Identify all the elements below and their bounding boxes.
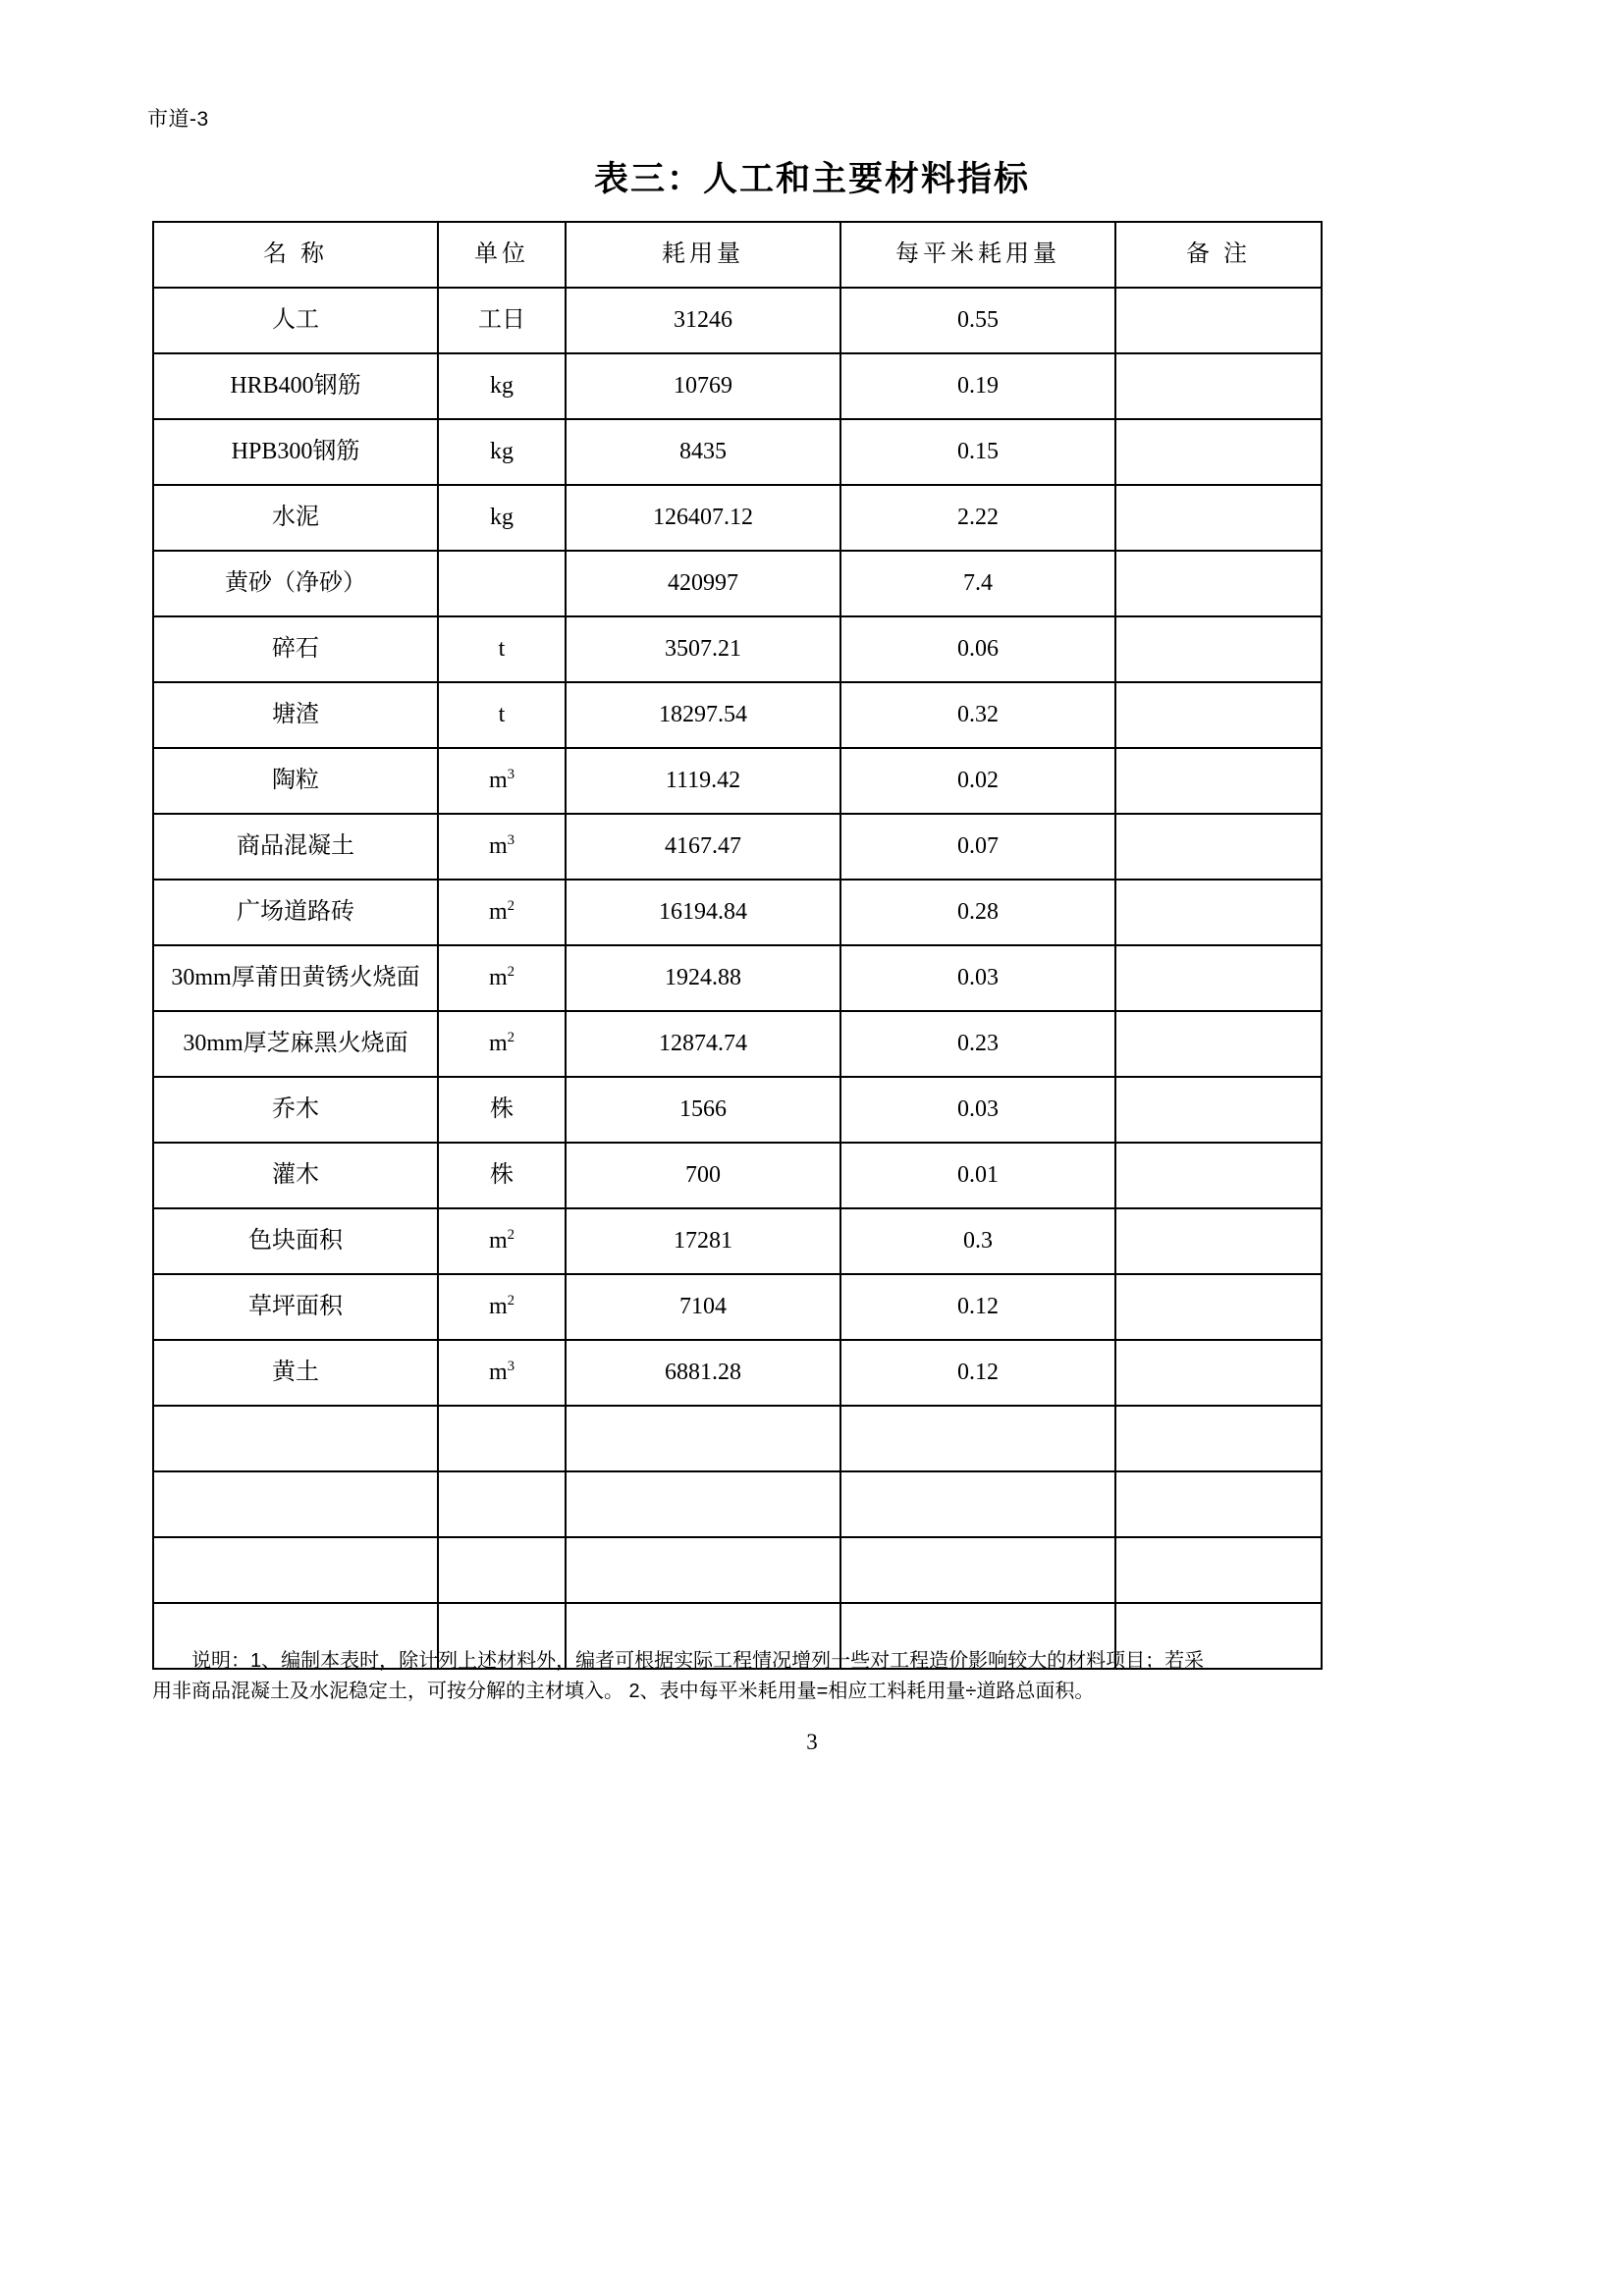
cell-remark <box>1115 945 1322 1011</box>
cell-remark <box>1115 1208 1322 1274</box>
table-row <box>153 1077 1322 1143</box>
cell-per-sqm: 7.4 <box>840 551 1115 616</box>
table-row <box>153 485 1322 551</box>
cell-per-sqm: 0.06 <box>840 616 1115 682</box>
table-row <box>153 1471 1322 1537</box>
cell-remark <box>1115 551 1322 616</box>
cell-name: 30mm厚芝麻黑火烧面 <box>153 1011 438 1077</box>
cell-per-sqm: 0.03 <box>840 1077 1115 1143</box>
table-row <box>153 748 1322 814</box>
cell-remark <box>1115 1011 1322 1077</box>
cell-remark <box>1115 353 1322 419</box>
cell-unit: $m^2$ <box>438 880 566 945</box>
page-number: 3 <box>806 1730 818 1754</box>
cell-per-sqm: 0.28 <box>840 880 1115 945</box>
table-row <box>153 551 1322 616</box>
cell-per-sqm: 0.3 <box>840 1208 1115 1274</box>
cell-amount: 18297.54 <box>566 682 840 748</box>
cell-unit <box>438 1471 566 1537</box>
cell-unit: $m^3$ <box>438 748 566 814</box>
cell-remark <box>1115 1537 1322 1603</box>
cell-amount: 1119.42 <box>566 748 840 814</box>
cell-amount: 6881.28 <box>566 1340 840 1406</box>
table-header-row <box>153 222 1322 288</box>
cell-per-sqm <box>840 1406 1115 1471</box>
column-header-unit: 单位 <box>438 222 566 288</box>
cell-amount <box>566 1471 840 1537</box>
cell-per-sqm: 0.01 <box>840 1143 1115 1208</box>
cell-unit: t <box>438 616 566 682</box>
cell-name: 灌木 <box>153 1143 438 1208</box>
cell-unit: 株 <box>438 1143 566 1208</box>
cell-per-sqm <box>840 1537 1115 1603</box>
cell-per-sqm: 2.22 <box>840 485 1115 551</box>
materials-table <box>152 221 1323 1670</box>
cell-amount: 16194.84 <box>566 880 840 945</box>
cell-remark <box>1115 748 1322 814</box>
cell-amount: 1566 <box>566 1077 840 1143</box>
table-row <box>153 1143 1322 1208</box>
cell-name: 商品混凝土 <box>153 814 438 880</box>
table-row <box>153 682 1322 748</box>
cell-amount: 12874.74 <box>566 1011 840 1077</box>
cell-name: 人工 <box>153 288 438 353</box>
cell-per-sqm: 0.12 <box>840 1274 1115 1340</box>
cell-per-sqm: 0.03 <box>840 945 1115 1011</box>
cell-unit: $m^3$ <box>438 1340 566 1406</box>
document-tag: 市道-3 <box>147 108 209 131</box>
cell-name: 塘渣 <box>153 682 438 748</box>
table-row <box>153 1537 1322 1603</box>
cell-unit: $m^2$ <box>438 1274 566 1340</box>
table-body <box>153 288 1322 1669</box>
cell-remark <box>1115 682 1322 748</box>
table-row <box>153 1274 1322 1340</box>
cell-unit: $m^2$ <box>438 1011 566 1077</box>
cell-remark <box>1115 1471 1322 1537</box>
cell-name: 碎石 <box>153 616 438 682</box>
cell-amount: 126407.12 <box>566 485 840 551</box>
cell-name: 水泥 <box>153 485 438 551</box>
cell-unit: $m^2$ <box>438 1208 566 1274</box>
cell-unit <box>438 1537 566 1603</box>
cell-remark <box>1115 1274 1322 1340</box>
table-row <box>153 1340 1322 1406</box>
cell-per-sqm: 0.02 <box>840 748 1115 814</box>
table-row <box>153 288 1322 353</box>
table-row <box>153 616 1322 682</box>
cell-name: 色块面积 <box>153 1208 438 1274</box>
cell-remark <box>1115 814 1322 880</box>
cell-amount: 1924.88 <box>566 945 840 1011</box>
column-header-remark: 备 注 <box>1115 222 1322 288</box>
cell-name: 草坪面积 <box>153 1274 438 1340</box>
cell-amount: 4167.47 <box>566 814 840 880</box>
cell-amount: 700 <box>566 1143 840 1208</box>
cell-amount: 3507.21 <box>566 616 840 682</box>
table-note <box>152 1646 1321 1707</box>
column-header-amount: 耗用量 <box>566 222 840 288</box>
cell-name: 陶粒 <box>153 748 438 814</box>
page-title: 表三：人工和主要材料指标 <box>593 160 1030 198</box>
cell-remark <box>1115 288 1322 353</box>
cell-amount: 420997 <box>566 551 840 616</box>
cell-unit: kg <box>438 353 566 419</box>
table-row <box>153 1208 1322 1274</box>
table-row <box>153 880 1322 945</box>
cell-per-sqm: 0.32 <box>840 682 1115 748</box>
cell-per-sqm: 0.19 <box>840 353 1115 419</box>
cell-remark <box>1115 880 1322 945</box>
cell-per-sqm: 0.07 <box>840 814 1115 880</box>
cell-unit: $m^3$ <box>438 814 566 880</box>
table-row <box>153 814 1322 880</box>
cell-amount: 31246 <box>566 288 840 353</box>
cell-unit: $m^2$ <box>438 945 566 1011</box>
cell-unit: 工日 <box>438 288 566 353</box>
cell-unit <box>438 551 566 616</box>
cell-unit <box>438 1406 566 1471</box>
cell-name: HRB400钢筋 <box>153 353 438 419</box>
cell-name: HPB300钢筋 <box>153 419 438 485</box>
cell-remark <box>1115 616 1322 682</box>
cell-remark <box>1115 1406 1322 1471</box>
cell-name: 黄土 <box>153 1340 438 1406</box>
cell-remark <box>1115 1143 1322 1208</box>
column-header-name: 名 称 <box>153 222 438 288</box>
cell-unit: 株 <box>438 1077 566 1143</box>
cell-name: 黄砂（净砂） <box>153 551 438 616</box>
cell-unit: kg <box>438 419 566 485</box>
cell-remark <box>1115 1340 1322 1406</box>
cell-per-sqm: 0.55 <box>840 288 1115 353</box>
cell-name: 广场道路砖 <box>153 880 438 945</box>
cell-amount: 7104 <box>566 1274 840 1340</box>
table-header <box>153 222 1322 288</box>
cell-name <box>153 1406 438 1471</box>
note-line-2: 用非商品混凝土及水泥稳定土，可按分解的主材填入。 2、表中每平米耗用量=相应工料耗用量÷道路总面积。 <box>152 1681 1095 1702</box>
column-header-per-sqm: 每平米耗用量 <box>840 222 1115 288</box>
cell-per-sqm: 0.12 <box>840 1340 1115 1406</box>
cell-name: 30mm厚莆田黄锈火烧面 <box>153 945 438 1011</box>
table-row <box>153 1406 1322 1471</box>
cell-amount: 8435 <box>566 419 840 485</box>
cell-name <box>153 1537 438 1603</box>
cell-per-sqm: 0.15 <box>840 419 1115 485</box>
cell-amount <box>566 1406 840 1471</box>
cell-per-sqm: 0.23 <box>840 1011 1115 1077</box>
table-row <box>153 419 1322 485</box>
cell-per-sqm <box>840 1471 1115 1537</box>
cell-name <box>153 1471 438 1537</box>
cell-amount: 17281 <box>566 1208 840 1274</box>
cell-remark <box>1115 419 1322 485</box>
cell-remark <box>1115 1077 1322 1143</box>
cell-name: 乔木 <box>153 1077 438 1143</box>
cell-unit: t <box>438 682 566 748</box>
cell-amount <box>566 1537 840 1603</box>
table-row <box>153 945 1322 1011</box>
cell-unit: kg <box>438 485 566 551</box>
cell-remark <box>1115 485 1322 551</box>
cell-amount: 10769 <box>566 353 840 419</box>
table-row <box>153 1011 1322 1077</box>
note-line-1: 说明：1、编制本表时，除计列上述材料外，编者可根据实际工程情况增列一些对工程造价影响较大的材料项目；若采 <box>191 1650 1205 1672</box>
table-row <box>153 353 1322 419</box>
